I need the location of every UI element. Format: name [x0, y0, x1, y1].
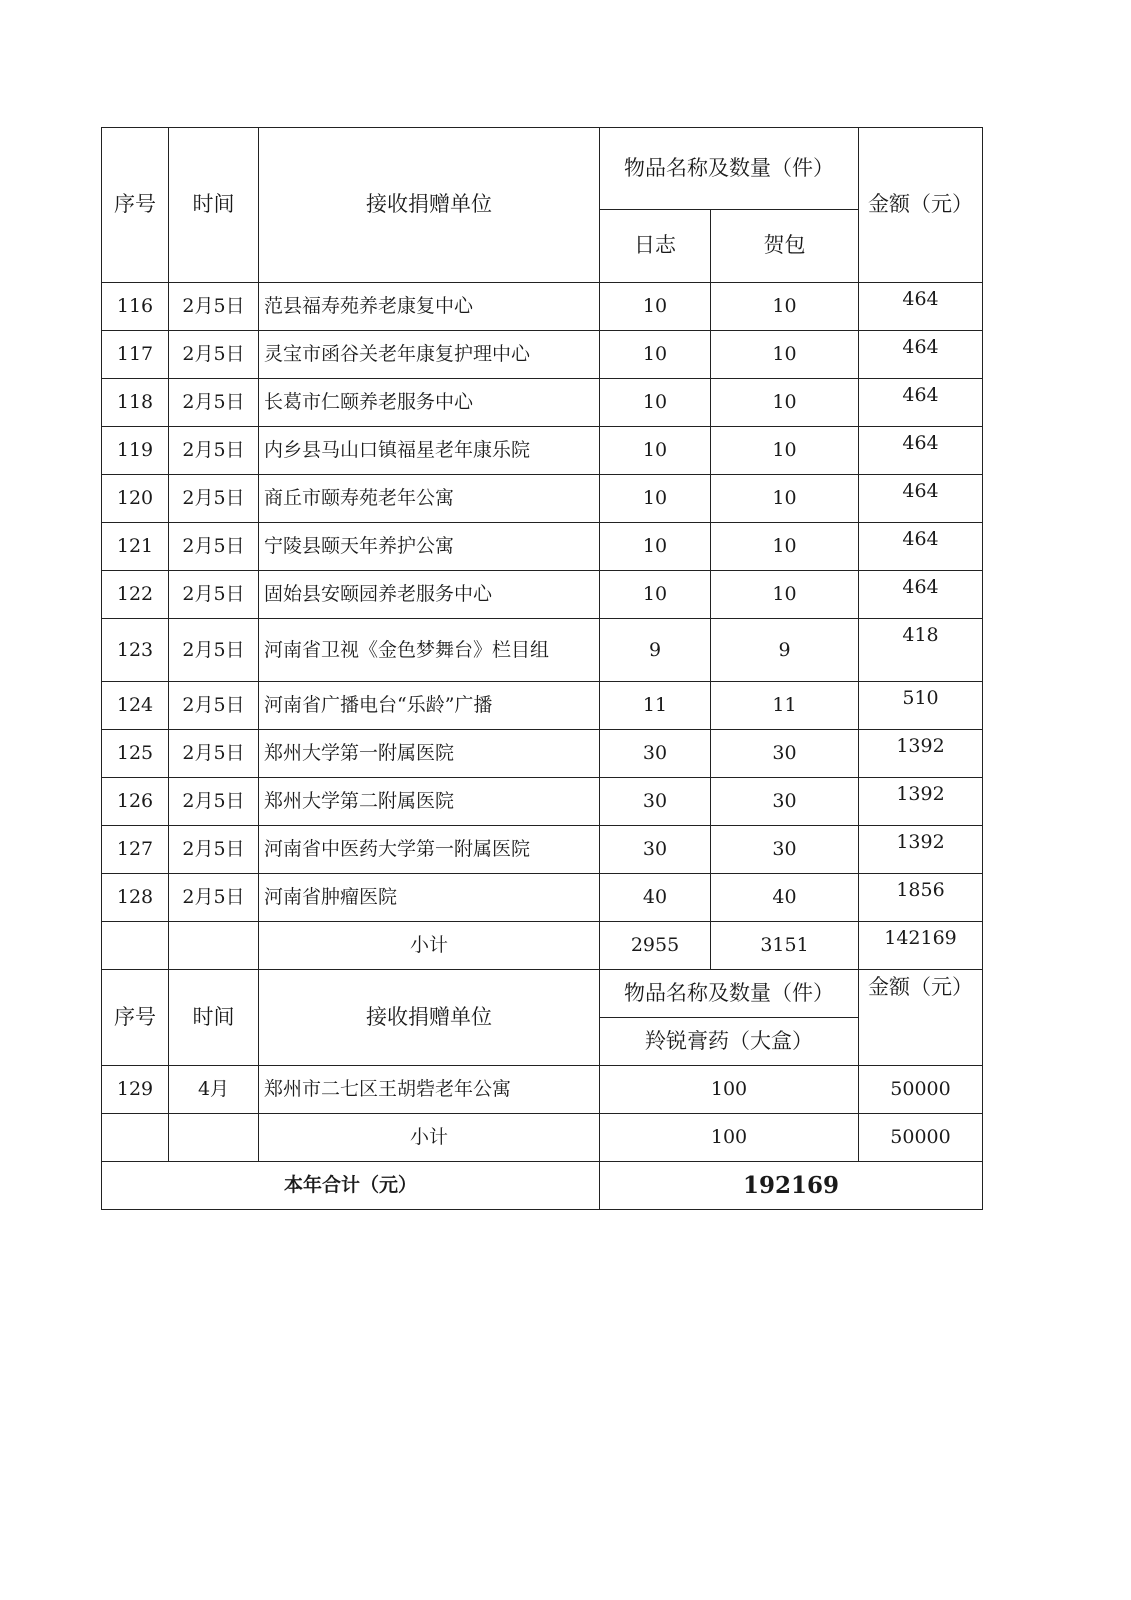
cell-unit: 河南省广播电台“乐龄”广播 [259, 682, 600, 730]
grand-total-value: 192169 [600, 1162, 983, 1210]
cell-qty-gift-pack: 10 [711, 427, 859, 475]
table-row [102, 619, 983, 682]
cell-unit: 商丘市颐寿苑老年公寓 [259, 475, 600, 523]
header-items-group: 物品名称及数量（件） [600, 970, 859, 1018]
cell-qty-diary: 40 [600, 874, 711, 922]
cell-date: 2月5日 [169, 619, 259, 682]
header-time: 时间 [169, 970, 259, 1066]
table-row [102, 475, 983, 523]
cell-date: 2月5日 [169, 826, 259, 874]
cell-date: 2月5日 [169, 379, 259, 427]
cell-date: 2月5日 [169, 523, 259, 571]
table-row [102, 571, 983, 619]
cell-seq: 116 [102, 283, 169, 331]
grand-total-label: 本年合计（元） [102, 1162, 600, 1210]
table-row [102, 730, 983, 778]
cell-unit: 内乡县马山口镇福星老年康乐院 [259, 427, 600, 475]
header-amount: 金额（元） [859, 128, 983, 283]
subtotal-amount: 50000 [859, 1114, 983, 1162]
header-seq: 序号 [102, 970, 169, 1066]
table-row [102, 331, 983, 379]
cell-unit: 固始县安颐园养老服务中心 [259, 571, 600, 619]
subtotal-amount: 142169 [859, 922, 983, 970]
cell-date: 2月5日 [169, 874, 259, 922]
cell-amount: 1392 [859, 778, 983, 826]
table-row [102, 682, 983, 730]
subtotal-row [102, 1114, 983, 1162]
cell-amount: 464 [859, 283, 983, 331]
cell-qty-gift-pack: 10 [711, 283, 859, 331]
header-item-gift-pack: 贺包 [711, 210, 859, 283]
cell-amount: 464 [859, 379, 983, 427]
cell-qty-diary: 30 [600, 730, 711, 778]
table-row [102, 283, 983, 331]
cell-seq: 122 [102, 571, 169, 619]
cell-seq: 126 [102, 778, 169, 826]
table-row [102, 826, 983, 874]
cell-qty-gift-pack: 30 [711, 826, 859, 874]
cell-qty-gift-pack: 10 [711, 379, 859, 427]
subtotal-qty-plaster: 100 [600, 1114, 859, 1162]
table-row [102, 874, 983, 922]
table-row [102, 778, 983, 826]
subtotal-label: 小计 [259, 922, 600, 970]
header-unit: 接收捐赠单位 [259, 970, 600, 1066]
cell-date: 4月 [169, 1066, 259, 1114]
header-items-group: 物品名称及数量（件） [600, 128, 859, 210]
cell-date: 2月5日 [169, 427, 259, 475]
cell-date: 2月5日 [169, 475, 259, 523]
cell-amount: 418 [859, 619, 983, 682]
header-row-2 [102, 970, 983, 1018]
cell-date: 2月5日 [169, 283, 259, 331]
cell-qty-diary: 10 [600, 571, 711, 619]
cell-qty-diary: 10 [600, 475, 711, 523]
header-item-diary: 日志 [600, 210, 711, 283]
cell-amount: 1856 [859, 874, 983, 922]
cell-amount: 464 [859, 571, 983, 619]
cell-qty-gift-pack: 10 [711, 475, 859, 523]
cell-unit: 灵宝市函谷关老年康复护理中心 [259, 331, 600, 379]
cell-unit: 河南省卫视《金色梦舞台》栏目组 [259, 619, 600, 682]
table-row [102, 427, 983, 475]
cell-date: 2月5日 [169, 778, 259, 826]
cell-unit: 河南省中医药大学第一附属医院 [259, 826, 600, 874]
cell-qty-gift-pack: 11 [711, 682, 859, 730]
cell-seq: 128 [102, 874, 169, 922]
cell-seq: 121 [102, 523, 169, 571]
cell-amount: 1392 [859, 730, 983, 778]
cell-qty-diary: 30 [600, 778, 711, 826]
cell-amount: 1392 [859, 826, 983, 874]
header-item-plaster: 羚锐膏药（大盒） [600, 1018, 859, 1066]
cell-unit: 郑州大学第二附属医院 [259, 778, 600, 826]
cell-seq: 129 [102, 1066, 169, 1114]
cell-qty-diary: 10 [600, 427, 711, 475]
subtotal-qty-diary: 2955 [600, 922, 711, 970]
cell-seq: 124 [102, 682, 169, 730]
cell-amount: 464 [859, 427, 983, 475]
cell-qty-diary: 10 [600, 523, 711, 571]
cell-empty [102, 922, 169, 970]
cell-empty [169, 922, 259, 970]
cell-qty-gift-pack: 10 [711, 523, 859, 571]
cell-qty-gift-pack: 30 [711, 730, 859, 778]
cell-amount: 464 [859, 475, 983, 523]
cell-unit: 郑州市二七区王胡砦老年公寓 [259, 1066, 600, 1114]
grand-total-row [102, 1162, 983, 1210]
cell-seq: 117 [102, 331, 169, 379]
cell-seq: 118 [102, 379, 169, 427]
cell-empty [102, 1114, 169, 1162]
subtotal-qty-gift-pack: 3151 [711, 922, 859, 970]
cell-qty-diary: 10 [600, 331, 711, 379]
cell-seq: 123 [102, 619, 169, 682]
header-row [102, 128, 983, 210]
cell-unit: 范县福寿苑养老康复中心 [259, 283, 600, 331]
cell-unit: 河南省肿瘤医院 [259, 874, 600, 922]
cell-empty [169, 1114, 259, 1162]
header-time: 时间 [169, 128, 259, 283]
cell-unit: 宁陵县颐天年养护公寓 [259, 523, 600, 571]
cell-qty-gift-pack: 30 [711, 778, 859, 826]
cell-unit: 长葛市仁颐养老服务中心 [259, 379, 600, 427]
cell-date: 2月5日 [169, 730, 259, 778]
cell-date: 2月5日 [169, 331, 259, 379]
cell-qty-plaster: 100 [600, 1066, 859, 1114]
header-amount: 金额（元） [859, 970, 983, 1066]
subtotal-row [102, 922, 983, 970]
cell-seq: 120 [102, 475, 169, 523]
cell-amount: 464 [859, 523, 983, 571]
table-row [102, 1066, 983, 1114]
cell-qty-gift-pack: 10 [711, 331, 859, 379]
cell-unit: 郑州大学第一附属医院 [259, 730, 600, 778]
cell-date: 2月5日 [169, 571, 259, 619]
header-unit: 接收捐赠单位 [259, 128, 600, 283]
table-row [102, 379, 983, 427]
cell-qty-gift-pack: 40 [711, 874, 859, 922]
cell-qty-diary: 10 [600, 283, 711, 331]
cell-amount: 50000 [859, 1066, 983, 1114]
cell-seq: 125 [102, 730, 169, 778]
cell-amount: 510 [859, 682, 983, 730]
cell-qty-gift-pack: 9 [711, 619, 859, 682]
cell-amount: 464 [859, 331, 983, 379]
cell-seq: 127 [102, 826, 169, 874]
cell-qty-diary: 30 [600, 826, 711, 874]
cell-qty-diary: 11 [600, 682, 711, 730]
subtotal-label: 小计 [259, 1114, 600, 1162]
table-row [102, 523, 983, 571]
header-seq: 序号 [102, 128, 169, 283]
cell-date: 2月5日 [169, 682, 259, 730]
cell-qty-gift-pack: 10 [711, 571, 859, 619]
cell-qty-diary: 9 [600, 619, 711, 682]
cell-seq: 119 [102, 427, 169, 475]
cell-qty-diary: 10 [600, 379, 711, 427]
donation-table [101, 127, 983, 1210]
